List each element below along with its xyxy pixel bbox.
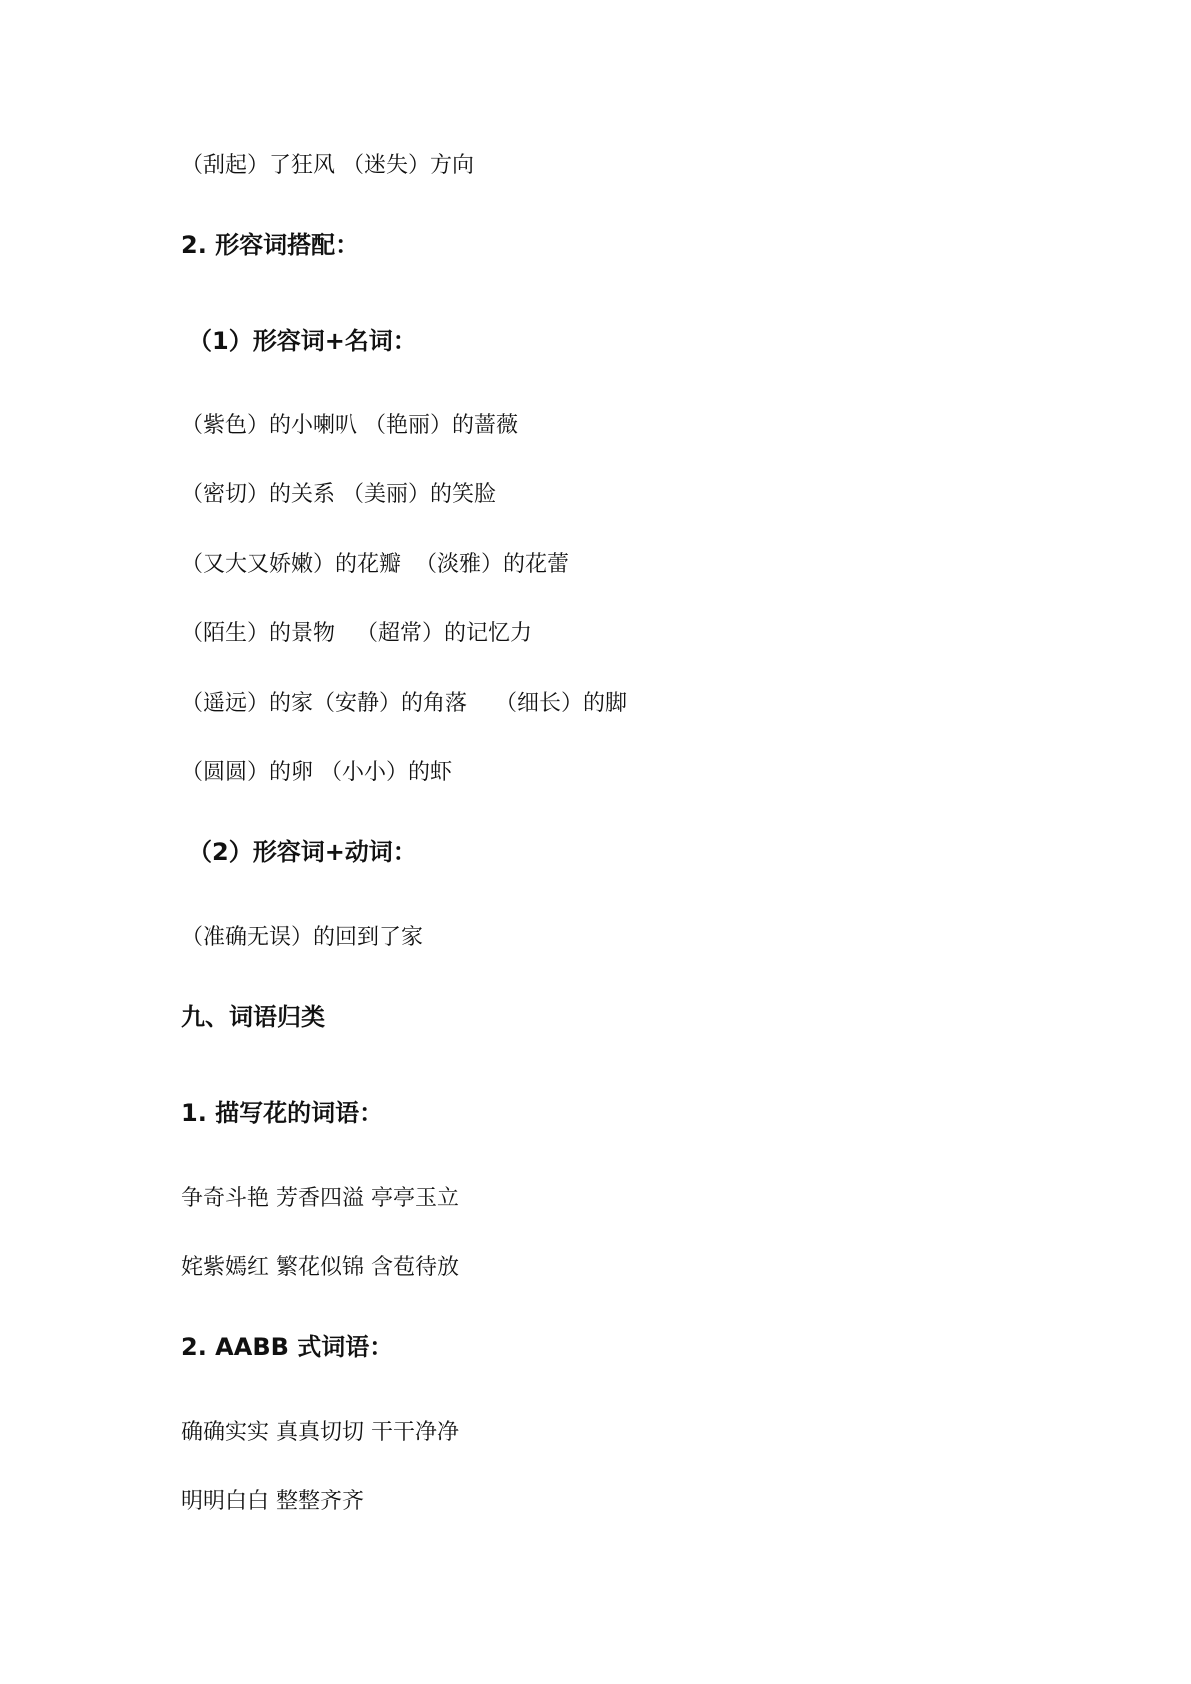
text-line-11: 确确实实 真真切切 干干净净	[181, 1420, 459, 1445]
text-line-3: （密切）的关系 （美丽）的笑脸	[181, 482, 496, 507]
text-line-12: 明明白白 整整齐齐	[181, 1489, 364, 1514]
text-line-2: （紫色）的小喇叭 （艳丽）的蔷薇	[181, 413, 518, 438]
heading-adjective-pairing: 2. 形容词搭配：	[181, 231, 360, 259]
text-line-5: （陌生）的景物 （超常）的记忆力	[181, 621, 532, 646]
subheading-adjective-verb: （2）形容词+动词：	[188, 838, 417, 866]
heading-word-classification: 九、词语归类	[181, 1003, 325, 1031]
subheading-adjective-noun: （1）形容词+名词：	[188, 327, 417, 355]
heading-flower-words: 1. 描写花的词语：	[181, 1099, 384, 1127]
text-line-1: （刮起）了狂风 （迷失）方向	[181, 153, 474, 178]
text-line-6: （遥远）的家（安静）的角落 （细长）的脚	[181, 691, 627, 716]
text-line-7: （圆圆）的卵 （小小）的虾	[181, 760, 452, 785]
text-line-4: （又大又娇嫩）的花瓣 （淡雅）的花蕾	[181, 552, 569, 577]
heading-aabb-words: 2. AABB 式词语：	[181, 1333, 394, 1361]
text-line-10: 姹紫嫣红 繁花似锦 含苞待放	[181, 1255, 459, 1280]
text-line-8: （准确无误）的回到了家	[181, 925, 424, 950]
text-line-9: 争奇斗艳 芳香四溢 亭亭玉立	[181, 1186, 459, 1211]
